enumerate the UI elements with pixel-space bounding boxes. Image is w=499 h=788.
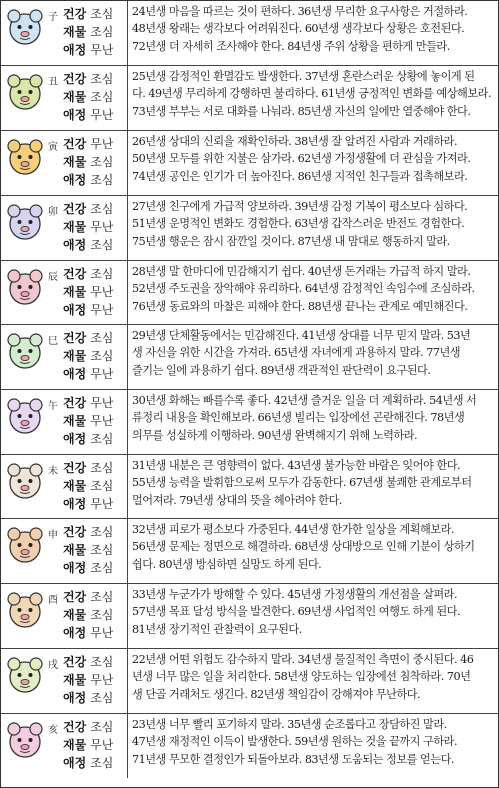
health-label: 건강	[63, 72, 87, 86]
fortune-line: 56년생 문제는 정면으로 해결하라. 68년생 상대방으로 인해 기분이 상하기	[132, 540, 475, 554]
health-value: 조심	[90, 72, 114, 86]
wealth-value: 무난	[90, 738, 114, 752]
zodiac-character: 子	[48, 12, 58, 23]
row-label-cell	[1, 66, 128, 130]
love-rating	[63, 171, 125, 189]
row-label-cell	[1, 196, 128, 260]
horse-icon	[4, 396, 46, 438]
fortune-line: 생 단골 거래처도 생긴다. 82년생 책임감이 강해져야 무난하다.	[132, 687, 421, 701]
sheep-icon	[4, 461, 46, 503]
fortune-line: 47년생 재정적인 이득이 발생한다. 59년생 원하는 것을 끝까지 구하라.	[132, 735, 458, 749]
health-rating	[63, 588, 125, 606]
wealth-label: 재물	[63, 155, 87, 169]
fortune-line: 76년생 동료와의 마찰은 피해야 한다. 88년생 끝나는 관계로 예민해진다.	[132, 299, 468, 313]
zodiac-character: 寅	[48, 142, 58, 153]
wealth-label: 재물	[63, 285, 87, 299]
wealth-rating	[63, 153, 125, 171]
love-rating	[63, 624, 125, 642]
fortune-line: 72년생 더 자세히 조사해야 한다. 84년생 주위 상황을 편하게 만들라.	[132, 39, 450, 53]
love-rating	[63, 106, 125, 124]
love-value: 무난	[90, 626, 114, 640]
fortune-line: 52년생 주도권을 장악해야 유리하다. 64년생 감정적인 속임수에 조심하라.	[132, 282, 475, 296]
row-label-cell	[1, 649, 128, 713]
fortune-text	[132, 327, 494, 379]
wealth-label: 재물	[63, 90, 87, 104]
wealth-rating	[63, 283, 125, 301]
wealth-rating	[63, 541, 125, 559]
fortune-text	[132, 392, 494, 444]
love-value: 조심	[90, 756, 114, 770]
row-label-cell	[1, 325, 128, 389]
fortune-line: 31년생 내분은 큰 영향력이 없다. 43년생 불가능한 바람은 잊어야 한다.	[132, 459, 461, 472]
fortune-line: 24년생 마음을 따르는 것이 편하다. 36년생 무리한 요구사항은 거절하라.	[132, 5, 468, 18]
wealth-rating	[63, 736, 125, 754]
wealth-value: 조심	[90, 155, 114, 169]
row-label-cell	[1, 131, 128, 195]
love-label: 애정	[63, 238, 87, 252]
horoscope-row	[1, 583, 498, 648]
wealth-rating	[63, 23, 125, 41]
fortune-line: 쉽다. 80년생 방심하면 실망도 하게 된다.	[132, 557, 322, 571]
health-value: 조심	[90, 590, 114, 604]
wealth-value: 무난	[90, 220, 114, 234]
health-rating	[63, 70, 125, 88]
love-label: 애정	[63, 432, 87, 446]
fortune-line: 74년생 공인은 인기가 더 높아진다. 86년생 지적인 친구들과 접촉해보라.	[132, 169, 468, 183]
wealth-value: 조심	[90, 90, 114, 104]
love-rating	[63, 41, 125, 59]
wealth-rating	[63, 218, 125, 236]
fortune-line: 48년생 왕래는 생각보다 어려워진다. 60년생 생각보다 상황은 호전된다.	[132, 22, 465, 36]
health-label: 건강	[63, 7, 87, 21]
health-label: 건강	[63, 267, 87, 281]
health-rating	[63, 394, 125, 412]
health-rating	[63, 265, 125, 283]
love-value: 무난	[90, 108, 114, 122]
horoscope-row	[1, 713, 498, 778]
wealth-label: 재물	[63, 608, 87, 622]
love-label: 애정	[63, 367, 87, 381]
ox-icon	[4, 72, 46, 114]
love-rating	[63, 236, 125, 254]
fortune-line: 의무를 성실하게 이행하라. 90년생 완벽해지기 위해 노력하라.	[132, 428, 418, 442]
fortune-line: 81년생 장기적인 관찰력이 요구된다.	[132, 622, 302, 636]
fortune-line: 50년생 모두를 위한 지불은 삼가라. 62년생 가정생활에 더 관심을 가져라.	[132, 152, 471, 166]
fortune-text	[132, 651, 494, 703]
health-rating	[63, 718, 125, 736]
health-rating	[63, 200, 125, 218]
row-label-cell	[1, 714, 128, 778]
wealth-label: 재물	[63, 25, 87, 39]
health-value: 조심	[90, 720, 114, 734]
fortune-line: 27년생 친구에게 가급적 양보하라. 39년생 감정 기복이 평소보다 심하다.	[132, 200, 468, 213]
love-value: 조심	[90, 173, 114, 187]
fortune-line: 57년생 목표 달성 방식을 발견한다. 69년생 사업적인 여행도 하게 된다.	[132, 605, 461, 619]
health-rating	[63, 135, 125, 153]
fortune-line: 생 자신을 위한 시간을 가져라. 65년생 자녀에게 과용하지 말라. 77년생	[132, 346, 461, 360]
love-rating	[63, 559, 125, 577]
wealth-rating	[63, 347, 125, 365]
wealth-value: 무난	[90, 414, 114, 428]
wealth-value: 조심	[90, 608, 114, 622]
fortune-line: 즐기는 일에 과용하기 쉽다. 89년생 객관적인 판단력이 요구된다.	[132, 363, 431, 377]
fortune-line: 29년생 단체활동에서는 민감해진다. 41년생 상대를 너무 믿지 말라. 53년	[132, 329, 471, 342]
fortune-line: 25년생 감정적인 환멸감도 발생한다. 37년생 혼란스러운 상황에 놓이게 된	[132, 70, 475, 83]
fortune-line: 26년생 상대의 신뢰을 재확인하라. 38년생 잘 알려진 사람과 거래하라.	[132, 135, 458, 148]
wealth-value: 조심	[90, 349, 114, 363]
fortune-line: 28년생 말 한마디에 민감해지기 쉽다. 40년생 돈거래는 가급적 하지 말라.	[132, 265, 471, 278]
health-rating	[63, 653, 125, 671]
zodiac-character: 申	[48, 530, 58, 541]
fortune-line: 51년생 운명적인 변화도 경험한다. 63년생 갑작스러운 반전도 경험한다.	[132, 217, 465, 231]
wealth-value: 무난	[90, 673, 114, 687]
dragon-icon	[4, 267, 46, 309]
horoscope-row	[1, 65, 498, 130]
health-label: 건강	[63, 590, 87, 604]
wealth-label: 재물	[63, 738, 87, 752]
fortune-line: 23년생 너무 빨리 포기하지 말라. 35년생 순조롭다고 장담하진 말라.	[132, 718, 447, 731]
love-rating	[63, 495, 125, 513]
love-label: 애정	[63, 173, 87, 187]
rat-icon	[4, 7, 46, 49]
fortune-line: 30년생 화해는 빠를수록 좋다. 42년생 즐거운 일을 더 계획하라. 54년생 서	[132, 394, 477, 407]
fortune-line: 73년생 부부는 서로 대화를 나눠라. 85년생 자신의 일에만 열중해야 한다.	[132, 104, 471, 118]
zodiac-character: 戌	[48, 660, 58, 671]
horoscope-row	[1, 324, 498, 389]
wealth-label: 재물	[63, 220, 87, 234]
wealth-rating	[63, 606, 125, 624]
love-label: 애정	[63, 108, 87, 122]
love-label: 애정	[63, 756, 87, 770]
row-label-cell	[1, 390, 128, 454]
row-label-cell	[1, 261, 128, 324]
health-label: 건강	[63, 461, 87, 475]
fortune-text	[132, 133, 494, 185]
zodiac-character: 巳	[48, 336, 58, 347]
wealth-label: 재물	[63, 414, 87, 428]
wealth-label: 재물	[63, 543, 87, 557]
love-value: 무난	[90, 497, 114, 511]
love-value: 조심	[90, 432, 114, 446]
fortune-line: 다. 49년생 무리하게 강행하면 불리하다. 61년생 긍정적인 변화를 예상해보라.	[132, 87, 491, 101]
fortune-text	[132, 521, 494, 573]
health-label: 건강	[63, 655, 87, 669]
health-label: 건강	[63, 331, 87, 345]
wealth-rating	[63, 88, 125, 106]
love-rating	[63, 430, 125, 448]
horoscope-row	[1, 389, 498, 454]
fortune-line: 71년생 무모한 결정인가 되돌아보라. 83년생 도움되는 정보를 얻는다.	[132, 752, 454, 766]
health-value: 조심	[90, 461, 114, 475]
wealth-value: 조심	[90, 543, 114, 557]
pig-icon	[4, 720, 46, 762]
fortune-line: 22년생 어떤 위험도 감수하지 말라. 34년생 물질적인 측면이 중시된다. 46	[132, 653, 474, 666]
row-label-cell	[1, 1, 128, 65]
love-value: 조심	[90, 238, 114, 252]
wealth-label: 재물	[63, 673, 87, 687]
love-label: 애정	[63, 561, 87, 575]
zodiac-character: 午	[48, 401, 58, 412]
health-value: 조심	[90, 525, 114, 539]
love-rating	[63, 689, 125, 707]
health-label: 건강	[63, 137, 87, 151]
fortune-text	[132, 716, 494, 768]
fortune-line: 멀어져라. 79년생 상대의 뜻을 헤아려야 한다.	[132, 493, 342, 507]
health-label: 건강	[63, 396, 87, 410]
horoscope-row	[1, 1, 498, 65]
rooster-icon	[4, 590, 46, 632]
fortune-line: 류정리 내용을 확인해보라. 66년생 빌리는 입장에선 곤란해진다. 78년생	[132, 411, 465, 425]
horoscope-row	[1, 518, 498, 583]
health-value: 무난	[90, 137, 114, 151]
fortune-text	[132, 586, 494, 638]
horoscope-row	[1, 130, 498, 195]
health-rating	[63, 5, 125, 23]
fortune-text	[132, 457, 494, 509]
fortune-line: 33년생 누군가가 방해할 수 있다. 45년생 가정생활의 개선점을 살펴라.	[132, 588, 458, 601]
zodiac-character: 辰	[48, 272, 58, 283]
love-value: 무난	[90, 43, 114, 57]
zodiac-character: 卯	[48, 207, 58, 218]
zodiac-character: 未	[48, 466, 58, 477]
love-value: 무난	[90, 303, 114, 317]
love-rating	[63, 754, 125, 772]
wealth-rating	[63, 412, 125, 430]
health-value: 조심	[90, 267, 114, 281]
health-value: 조심	[90, 7, 114, 21]
love-label: 애정	[63, 43, 87, 57]
fortune-line: 32년생 피로가 평소보다 가중된다. 44년생 한가한 일상을 계획해보라.	[132, 523, 454, 536]
zodiac-character: 亥	[48, 725, 58, 736]
love-label: 애정	[63, 497, 87, 511]
horoscope-row	[1, 195, 498, 260]
wealth-rating	[63, 477, 125, 495]
health-label: 건강	[63, 525, 87, 539]
row-label-cell	[1, 455, 128, 518]
wealth-value: 조심	[90, 25, 114, 39]
love-label: 애정	[63, 691, 87, 705]
wealth-value: 무난	[90, 285, 114, 299]
zodiac-character: 丑	[48, 77, 58, 88]
fortune-text	[132, 263, 494, 315]
health-rating	[63, 523, 125, 541]
fortune-line: 55년생 능력을 발휘함으로써 모두가 감동한다. 67년생 불쾌한 관계로부터	[132, 476, 472, 490]
love-label: 애정	[63, 626, 87, 640]
horoscope-row	[1, 648, 498, 713]
wealth-label: 재물	[63, 479, 87, 493]
fortune-line: 년생 너무 많은 일을 처리한다. 58년생 양도하는 입장에선 침착하라. 70년	[132, 670, 471, 684]
horoscope-row	[1, 454, 498, 518]
love-value: 조심	[90, 561, 114, 575]
fortune-text	[132, 68, 494, 120]
zodiac-character: 酉	[48, 595, 58, 606]
horoscope-row	[1, 260, 498, 324]
fortune-line: 75년생 행운은 잠시 잠깐일 것이다. 87년생 내 맘대로 행동하지 말라.	[132, 234, 450, 248]
wealth-rating	[63, 671, 125, 689]
wealth-label: 재물	[63, 349, 87, 363]
health-value: 조심	[90, 655, 114, 669]
health-label: 건강	[63, 202, 87, 216]
health-rating	[63, 459, 125, 477]
love-rating	[63, 365, 125, 383]
snake-icon	[4, 331, 46, 373]
health-value: 조심	[90, 202, 114, 216]
monkey-icon	[4, 525, 46, 567]
row-label-cell	[1, 519, 128, 583]
health-value: 무난	[90, 396, 114, 410]
health-value: 조심	[90, 331, 114, 345]
health-label: 건강	[63, 720, 87, 734]
dog-icon	[4, 655, 46, 697]
tiger-icon	[4, 137, 46, 179]
love-label: 애정	[63, 303, 87, 317]
health-rating	[63, 329, 125, 347]
rabbit-icon	[4, 202, 46, 244]
love-value: 무난	[90, 367, 114, 381]
love-value: 조심	[90, 691, 114, 705]
love-rating	[63, 301, 125, 319]
fortune-text	[132, 198, 494, 250]
fortune-text	[132, 3, 494, 55]
wealth-value: 조심	[90, 479, 114, 493]
row-label-cell	[1, 584, 128, 648]
